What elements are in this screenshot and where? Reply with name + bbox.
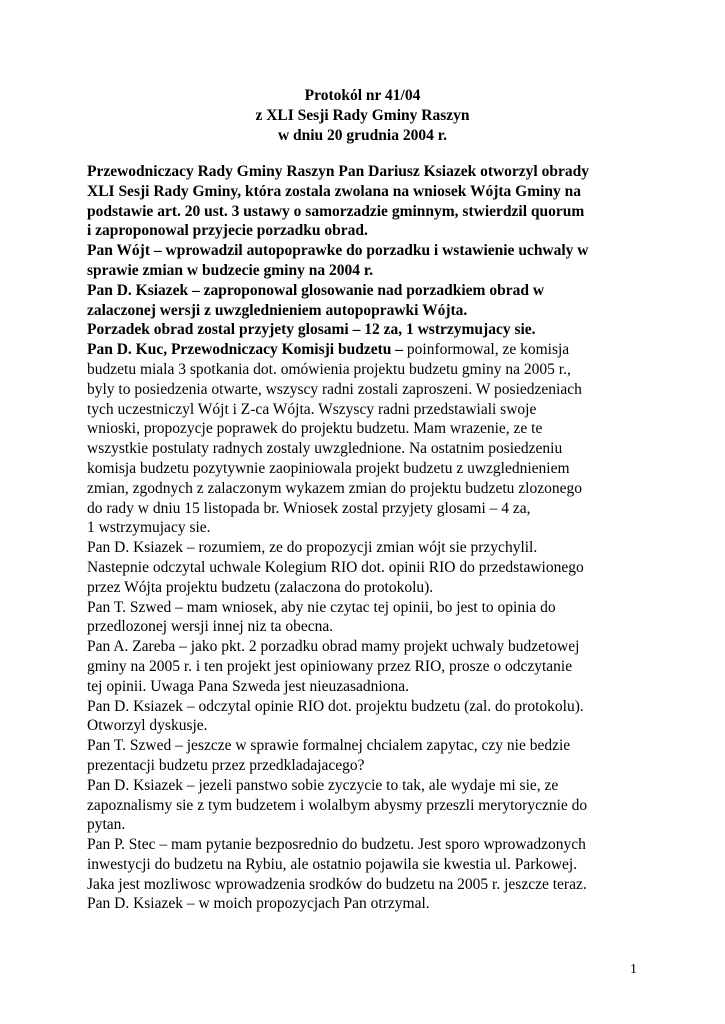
- bold-text: XLI Sesji Rady Gminy, która zostala zwolana na wniosek Wójta Gminy na: [87, 182, 582, 200]
- title-line-1: Protokól nr 41/04: [304, 87, 421, 104]
- plain-text: Nastepnie odczytal uchwale Kolegium RIO dot. opinii RIO do przedstawionego: [87, 558, 584, 576]
- plain-text: Otworzyl dyskusje.: [87, 717, 208, 735]
- plain-text: Pan D. Ksiazek – jezeli panstwo sobie zyczycie to tak, ale wydaje mi sie, ze: [87, 776, 559, 794]
- text-line: [87, 875, 647, 895]
- text-line: [87, 360, 647, 380]
- text-line: [87, 380, 647, 400]
- text-line: [87, 815, 647, 835]
- text-line: [87, 518, 647, 538]
- plain-text: tej opinii. Uwaga Pana Szweda jest nieuzasadniona.: [87, 677, 409, 695]
- text-line: [87, 894, 647, 914]
- text-line: [87, 320, 647, 340]
- text-line: [87, 796, 647, 816]
- text-line: [87, 538, 647, 558]
- plain-text: wszystkie postulaty radnych zostaly uwzglednione. Na ostatnim posiedzeniu: [87, 440, 563, 458]
- plain-text: zapoznalismy sie z tym budzetem i wolalbym abysmy przeszli merytorycznie do: [87, 796, 588, 814]
- title-line-2: z XLI Sesji Rady Gminy Raszyn: [255, 107, 470, 124]
- plain-text: budzetu miala 3 spotkania dot. omówienia projektu budzetu gminy na 2005 r.,: [87, 360, 571, 378]
- plain-text: Pan D. Ksiazek – odczytal opinie RIO dot. projektu budzetu (zal. do protokolu).: [87, 697, 584, 715]
- plain-text: byly to posiedzenia otwarte, wszyscy radni zostali zaproszeni. W posiedzeniach: [87, 380, 582, 398]
- text-line: [87, 499, 647, 519]
- text-line: [87, 281, 647, 301]
- plain-text: Pan P. Stec – mam pytanie bezposrednio do budzetu. Jest sporo wprowadzonych: [87, 836, 586, 854]
- text-line: [87, 202, 647, 222]
- text-line: [87, 182, 647, 202]
- text-line: [87, 459, 647, 479]
- plain-text: komisja budzetu pozytywnie zaopiniowala projekt budzetu z uwzglednieniem: [87, 459, 570, 477]
- text-line: [87, 301, 647, 321]
- plain-text: przedlozonej wersji innej niz ta obecna.: [87, 618, 334, 636]
- text-line: [87, 637, 647, 657]
- text-line: [87, 736, 647, 756]
- bold-text: i zaproponowal przyjecie porzadku obrad.: [87, 222, 368, 240]
- plain-text: zmian, zgodnych z zalaczonym wykazem zmian do projektu budzetu zlozonego: [87, 479, 582, 497]
- bold-text: Pan D. Ksiazek – zaproponowal glosowanie nad porzadkiem obrad w: [87, 281, 545, 299]
- text-line: [87, 419, 647, 439]
- bold-text: sprawie zmian w budzecie gminy na 2004 r.: [87, 261, 374, 279]
- plain-text: wnioski, propozycje poprawek do projektu budzetu. Mam wrazenie, ze te: [87, 420, 543, 438]
- text-line: [87, 657, 647, 677]
- text-line: [87, 835, 647, 855]
- plain-text: 1 wstrzymujacy sie.: [87, 519, 211, 537]
- document-body: [87, 162, 647, 914]
- text-line: [87, 776, 647, 796]
- text-line: [87, 598, 647, 618]
- plain-text: prezentacji budzetu przez przedkladajacego?: [87, 756, 365, 774]
- text-line: [87, 677, 647, 697]
- text-line: [87, 716, 647, 736]
- bold-text: Pan Wójt – wprowadzil autopoprawke do porzadku i wstawienie uchwaly w: [87, 242, 589, 260]
- text-line: [87, 261, 647, 281]
- text-line: [87, 162, 647, 182]
- bold-text: zalaczonej wersji z uwzglednieniem autopoprawki Wójta.: [87, 301, 468, 319]
- text-line: [87, 756, 647, 776]
- bold-text: Porzadek obrad zostal przyjety glosami – 12 za, 1 wstrzymujacy sie.: [87, 321, 536, 339]
- title-line-3: w dniu 20 grudnia 2004 r.: [277, 127, 448, 144]
- text-line: [87, 241, 647, 261]
- plain-text: Pan D. Ksiazek – w moich propozycjach Pan otrzymal.: [87, 895, 430, 913]
- bold-text: podstawie art. 20 ust. 3 ustawy o samorzadzie gminnym, stwierdzil quorum: [87, 202, 585, 220]
- page-number: 1: [630, 962, 637, 977]
- plain-text: Pan T. Szwed – jeszcze w sprawie formalnej chcialem zapytac, czy nie bedzie: [87, 737, 571, 755]
- text-line: [87, 400, 647, 420]
- plain-text: Pan A. Zareba – jako pkt. 2 porzadku obrad mamy projekt uchwaly budzetowej: [87, 638, 580, 656]
- plain-text: Jaka jest mozliwosc wprowadzenia srodków do budzetu na 2005 r. jeszcze teraz.: [87, 875, 587, 893]
- text-line: [87, 439, 647, 459]
- plain-text: do rady w dniu 15 listopada br. Wniosek zostal przyjety glosami – 4 za,: [87, 499, 531, 517]
- plain-text: Pan T. Szwed – mam wniosek, aby nie czytac tej opinii, bo jest to opinia do: [87, 598, 556, 616]
- text-line: [87, 578, 647, 598]
- plain-text: tych uczestniczyl Wójt i Z-ca Wójta. Wszyscy radni przedstawiali swoje: [87, 400, 537, 418]
- text-line: [87, 221, 647, 241]
- text-line: [87, 558, 647, 578]
- plain-text: poinformowal, ze komisja: [406, 341, 570, 359]
- text-line: [87, 855, 647, 875]
- plain-text: pytan.: [87, 816, 126, 834]
- document-title: [0, 86, 725, 146]
- text-line: [87, 697, 647, 717]
- bold-text: Pan D. Kuc, Przewodniczacy Komisji budzetu –: [87, 341, 407, 359]
- plain-text: gminy na 2005 r. i ten projekt jest opiniowany przez RIO, prosze o odczytanie: [87, 657, 573, 675]
- plain-text: przez Wójta projektu budzetu (zalaczona do protokolu).: [87, 578, 434, 596]
- text-line: [87, 617, 647, 637]
- text-line: [87, 479, 647, 499]
- text-line: [87, 340, 647, 360]
- plain-text: Pan D. Ksiazek – rozumiem, ze do propozycji zmian wójt sie przychylil.: [87, 539, 538, 557]
- bold-text: Przewodniczacy Rady Gminy Raszyn Pan Dariusz Ksiazek otworzyl obrady: [87, 163, 589, 180]
- plain-text: inwestycji do budzetu na Rybiu, ale ostatnio pojawila sie kwestia ul. Parkowej.: [87, 855, 578, 873]
